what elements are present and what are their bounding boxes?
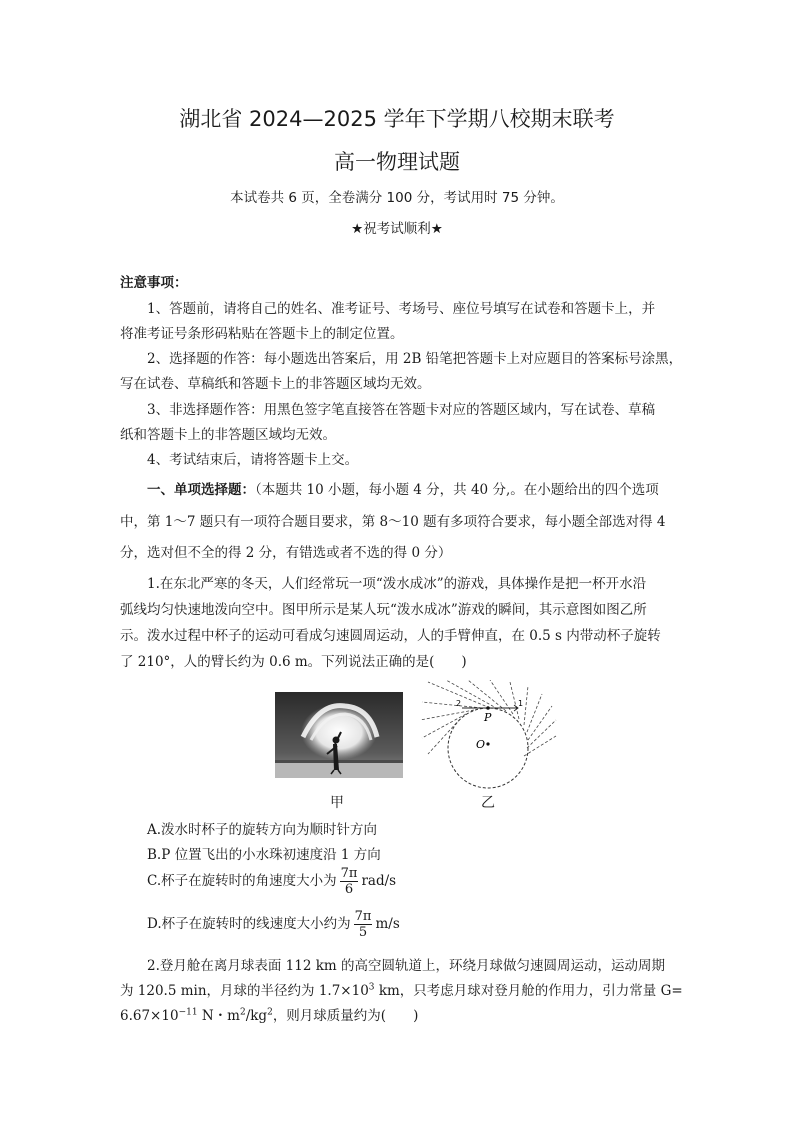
q1-stem-line: 弧线均匀快速地泼向空中。图甲所示是某人玩“泼水成冰”游戏的瞬间，其示意图如图乙所 xyxy=(120,602,647,618)
notes-line: 将准考证号条形码粘贴在答题卡上的制定位置。 xyxy=(120,326,404,342)
notes-line: 4、考试结束后，请将答题卡上交。 xyxy=(147,452,359,468)
notes-line: 3、非选择题作答：用黑色签字笔直接答在答题卡对应的答题区域内，写在试卷、草稿 xyxy=(147,402,656,418)
figure-schematic xyxy=(418,680,558,800)
exam-subtitle: 高一物理试题 xyxy=(334,150,460,174)
section-intro xyxy=(147,478,659,498)
q1-stem-line: 示。泼水过程中杯子的运动可看成匀速圆周运动，人的手臂伸直，在 0.5 s 内带动杯子旋转 xyxy=(120,628,661,644)
figure-caption-right: 乙 xyxy=(481,795,495,811)
q2-stem-line: 为 120.5 min，月球的半径约为 $1.7\times 10^3$ km，只考虑月球对登月舱的作用力，引力常量 G= xyxy=(120,982,683,999)
good-luck-note: ★祝考试顺利★ xyxy=(351,221,443,237)
section-rules-line: 中，第 1～7 题只有一项符合题目要求，第 8～10 题有多项符合要求，每小题全部选对得 4 xyxy=(120,514,666,530)
figure-photo xyxy=(275,692,403,778)
label-o: O xyxy=(476,738,486,751)
notes-line: 写在试卷、草稿纸和答题卡上的非答题区域均无效。 xyxy=(120,376,431,392)
q1-option-c: C.杯子在旋转时的角速度大小为 $\frac{7\pi}{6}$ rad/s xyxy=(147,866,397,897)
label-p: P xyxy=(484,711,492,724)
q1-option-d: D.杯子在旋转时的线速度大小约为 $\frac{7\pi}{5}$ m/s xyxy=(147,909,400,940)
figure-caption-left: 甲 xyxy=(330,795,344,811)
q1-option-b: B.P 位置飞出的小水珠初速度沿 1 方向 xyxy=(147,847,381,863)
fraction: $\frac{7\pi}{6}$ xyxy=(340,866,358,897)
fraction: $\frac{7\pi}{5}$ xyxy=(354,909,372,940)
notes-heading: 注意事项： xyxy=(120,275,188,291)
section-rules: （本题共 10 小题，每小题 4 分，共 40 分,。在小题给出的四个选项 xyxy=(255,482,659,498)
q1-stem-line: 了 210°，人的臂长约为 0.6 m。下列说法正确的是( ) xyxy=(120,654,467,670)
q1-stem-line: 1.在东北严寒的冬天，人们经常玩一项“泼水成冰”的游戏，具体操作是把一杯开水沿 xyxy=(147,576,647,592)
label-direction-1: 1 xyxy=(518,699,524,708)
section-rules-line: 分，选对但不全的得 2 分，有错选或者不选的得 0 分） xyxy=(120,545,452,561)
q1-option-a: A.泼水时杯子的旋转方向为顺时针方向 xyxy=(147,822,378,838)
exam-info: 本试卷共 6 页，全卷满分 100 分，考试用时 75 分钟。 xyxy=(230,190,564,206)
notes-line: 1、答题前，请将自己的姓名、准考证号、考场号、座位号填写在试卷和答题卡上，并 xyxy=(147,301,656,317)
section-heading: 一、单项选择题： xyxy=(147,482,255,498)
notes-line: 2、选择题的作答：每小题选出答案后，用 2B 铅笔把答题卡上对应题目的答案标号涂黑， xyxy=(147,351,683,367)
exam-title: 湖北省 2024—2025 学年下学期八校期末联考 xyxy=(179,107,615,131)
label-direction-2: 2 xyxy=(456,699,462,708)
notes-line: 纸和答题卡上的非答题区域均无效。 xyxy=(120,427,336,443)
q2-stem-line: 2.登月舱在离月球表面 112 km 的高空圆轨道上，环绕月球做匀速圆周运动，运动周期 xyxy=(147,958,666,974)
q2-stem-line: $6.67\times 10^{-11}$ N・$m^2/kg^2$，则月球质量约为( ) xyxy=(120,1007,419,1024)
